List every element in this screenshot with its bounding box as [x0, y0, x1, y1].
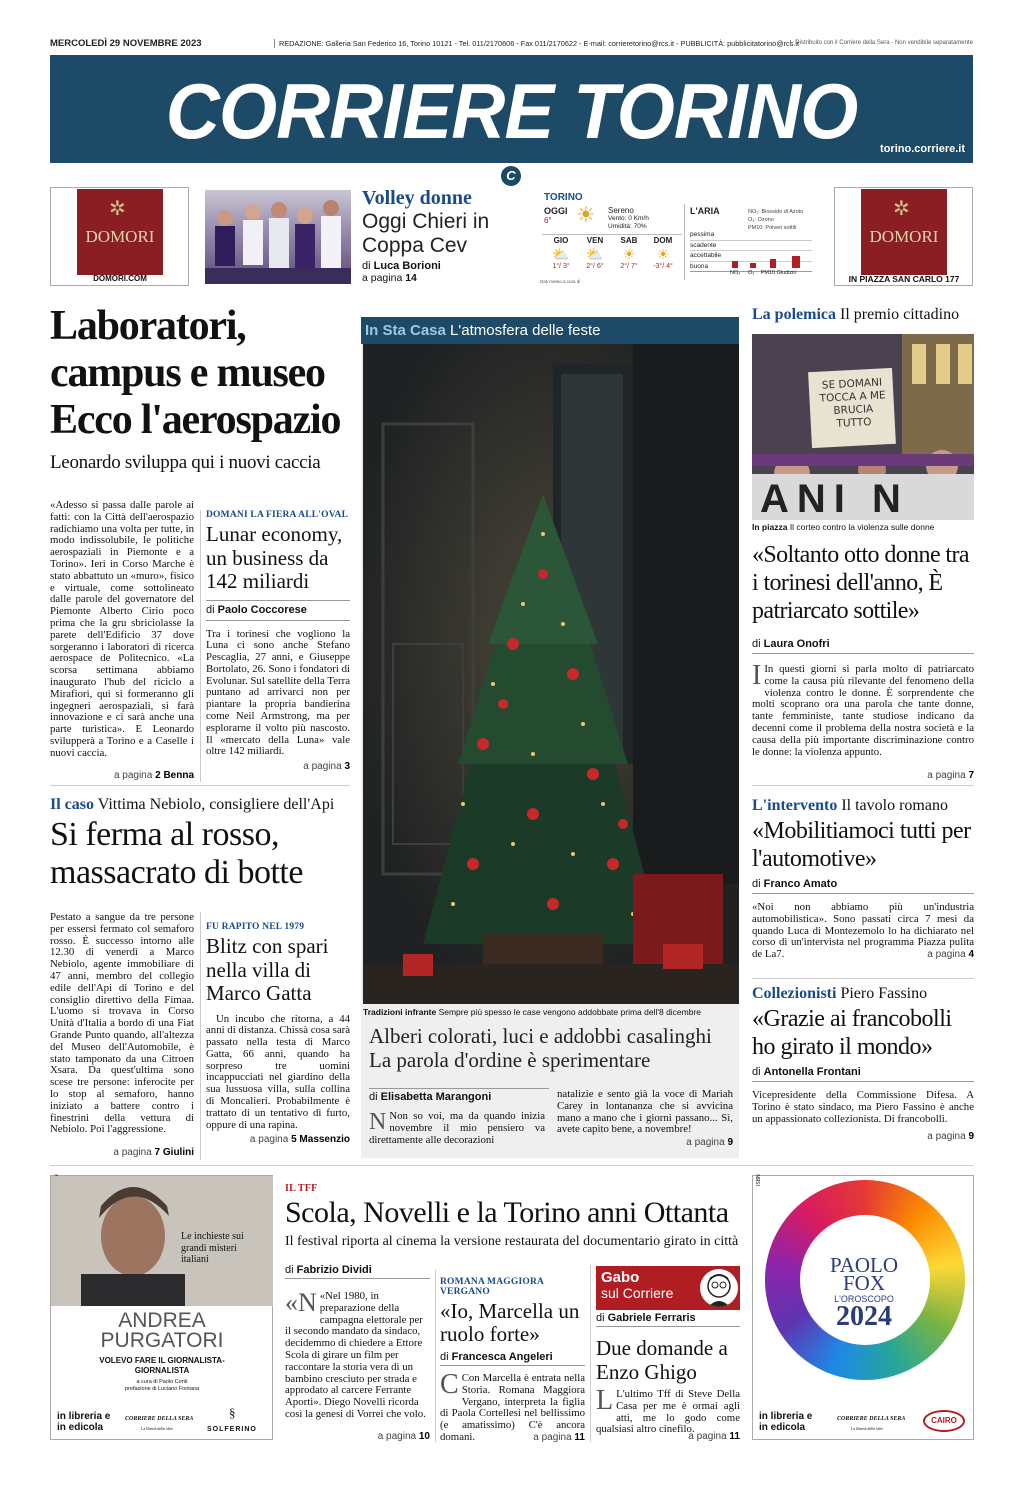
polemica-pageref: a pagina 7: [927, 770, 974, 781]
cloud-sun-icon: ⛅: [552, 246, 570, 262]
oroscopo-l4: 2024: [836, 1301, 892, 1332]
domori-right-sub: IN PIAZZA SAN CARLO 177: [848, 274, 960, 284]
stacasa-title: Alberi colorati, luci e addobbi casalinghi La parola d'ordine è sperimentare: [369, 1024, 712, 1072]
tff-kicker: IL TFF: [285, 1183, 318, 1194]
blitz-body: Un incubo che ritorna, a 44 anni di distanza. Chissà cosa sarà passato nella testa di Marco Gatta, 66 anni, quando ha sorpreso tre uomini incappucciati nel giardino della sua lussuosa villa, sulla collina di Moncalieri. Probabilmente è trattato di un tentativo di furto, oppure di una rapina.: [206, 1012, 350, 1131]
gabo-cartoon-icon: [700, 1269, 738, 1307]
lead-subtitle: Leonardo sviluppa qui i nuovi caccia: [50, 452, 321, 473]
tff-byline: di Fabrizio Dividi: [285, 1264, 430, 1279]
purgatori-cds-logo: CORRIERE DELLA SERA: [125, 1416, 194, 1422]
protest-sign-text: SE DOMANI TOCCA A ME BRUCIA TUTTO: [819, 376, 886, 430]
stacasa-pageref: a pagina 9: [686, 1137, 733, 1148]
volley-title: Oggi Chieri in Coppa Cev: [362, 210, 490, 257]
intervento-byline: di Franco Amato: [752, 878, 974, 894]
marcella-body: C Con Marcella è entrata nella Storia. Romana Maggiora Vergano, interpreta la figlia di Paola Cortellesi nel bellissimo (e amatissimo) C'è ancora domani.: [440, 1369, 585, 1443]
air-title: L'ARIA: [690, 206, 720, 216]
volley-photo: [205, 190, 351, 284]
polemica-title: «Soltanto otto donne tra i torinesi dell'anno, È patriarcato sottile»: [752, 542, 969, 624]
oroscopo-ad[interactable]: [752, 1175, 974, 1440]
tff-article[interactable]: [285, 1183, 740, 1250]
lunar-body: Tra i torinesi che vogliono la Luna ci sono anche Stefano Pescaglia, 27 anni, e Giuseppe Bortolato, 26. Sono i fondatori di Evolunar. Sul satellite della Terra puntano ad arrivarci non per piantare la propria bandierina come Neil Armstrong, ma per esplorarne il volto più nascosto. Il «mercato della Luna» vale oltre 142 miliardi.: [206, 627, 350, 758]
gabo-subtitle: sul Corriere: [601, 1285, 674, 1301]
purgatori-tagline: Le inchieste sui grandi misteri italiani: [181, 1231, 244, 1265]
lead-article[interactable]: [50, 303, 350, 474]
collezionisti-pageref: a pagina 9: [927, 1131, 974, 1143]
sun-icon: ☀: [656, 246, 670, 262]
gabo-title-article: Due domande a Enzo Ghigo: [596, 1336, 728, 1384]
caso-article[interactable]: [50, 796, 350, 892]
corriere-c-logo: C: [501, 166, 521, 186]
sun-icon: ☀: [622, 246, 636, 262]
oroscopo-cds-sub: La libertà delle idee: [851, 1426, 883, 1431]
oroscopo-l1: PAOLO: [829, 1253, 899, 1277]
lead-title: Laboratori, campus e museo Ecco l'aerospazio: [50, 303, 341, 443]
lunar-byline: di Paolo Coccorese: [206, 603, 307, 616]
intervento-kicker: L'intervento Il tavolo romano: [752, 797, 948, 814]
weather-city: TORINO: [544, 192, 583, 203]
purgatori-publisher: SOLFERINO: [207, 1426, 257, 1433]
blitz-pageref: a pagina 5 Massenzio: [249, 1134, 350, 1146]
weather-today: OGGI: [544, 206, 568, 216]
volley-author: Luca Borioni: [373, 260, 441, 272]
masthead-url[interactable]: torino.corriere.it: [880, 143, 965, 155]
collezionisti-kicker: Collezionisti Piero Fassino: [752, 985, 928, 1002]
domori-logo-icon: ✲: [893, 198, 910, 220]
weather-humidity: Umidità: 70%: [608, 223, 647, 230]
collezionisti-body: Vicepresidente della Commissione Difesa. A Torino è stato sindaco, ma Piero Fassino è anche un appassionato collezionista. Di francobolli.: [752, 1089, 974, 1125]
polemica-kicker: La polemica Il premio cittadino: [752, 306, 960, 323]
marcella-byline: di Francesca Angeleri: [440, 1351, 585, 1366]
lead-body: «Adesso si passa dalle parole ai fatti: con la Città dell'aerospazio radichiamo una volta per tutte, in modo indissolubile, le politiche aerospaziali in Piemonte e a Torino». Ieri in Corso Marche è stato abbattuto un «muro», fisico e virtuale, come sottolineato dalle parole del governatore del Piemonte Alberto Cirio poco prima che la gru sbriciolasse la parete dell'Edificio 37 dove sorgeranno i laboratori di ricerca aerospace de Politecnico. «La scorsa settimana abbiamo inaugurato l'hub del riciclo a Mirafiori, qui si formeranno gli ingegneri aerospaziali, si farà innovazione e ci sarà anche una parte turistica». E Leonardo svilupperà a Torino e a Caselle i nuovi caccia.: [50, 499, 194, 759]
collezionisti-article[interactable]: [752, 984, 974, 1142]
intervento-title: «Mobilitiamoci tutti per l'automotive»: [752, 818, 971, 872]
volley-teaser[interactable]: [362, 187, 527, 284]
protest-banner-text: ANI N: [760, 477, 909, 520]
oroscopo-tag: ISBN: [756, 1174, 762, 1186]
forecast-day-4: DOM ☀ -3°/ 4°: [646, 236, 680, 270]
purgatori-cds-sub: La libertà delle idee: [141, 1426, 173, 1431]
marcella-article[interactable]: [440, 1277, 585, 1443]
masthead-title: CORRIERE TORINO: [165, 67, 858, 155]
solferino-icon: §: [229, 1405, 236, 1420]
lunar-article[interactable]: [206, 510, 350, 772]
stacasa-byline: di Elisabetta Marangoni: [369, 1088, 549, 1103]
oroscopo-inlib: in libreria e in edicola: [759, 1411, 813, 1433]
polemica-article[interactable]: [752, 305, 974, 325]
weather-today-temp: 6°: [544, 216, 552, 225]
sun-icon: ☀: [576, 202, 596, 227]
tff-subtitle: Il festival riporta al cinema la versione restaurata del documentario girato in città: [285, 1234, 739, 1249]
polemica-byline: di Laura Onofri: [752, 638, 974, 654]
tff-pageref: a pagina 10: [377, 1431, 430, 1442]
blitz-title: Blitz con spari nella villa di Marco Gatta: [206, 934, 329, 1005]
air-legend: NO₂: Biossido di Azoto O₃: Ozono PM10: Polveri sottili: [748, 209, 804, 231]
volley-pageref: a pagina 14: [362, 272, 417, 284]
masthead: [50, 55, 973, 163]
purgatori-name2: PURGATORI: [100, 1329, 224, 1352]
stacasa-kicker: In Sta Casa L'atmosfera delle feste: [361, 317, 739, 344]
purgatori-cura: a cura di Paolo Conti: [136, 1379, 188, 1385]
lunar-kicker: DOMANI LA FIERA ALL'OVAL: [206, 510, 349, 520]
protest-photo: [752, 334, 974, 520]
marcella-kicker: ROMANA MAGGIORA VERGANO: [440, 1277, 544, 1297]
top-bar: [50, 38, 973, 52]
forecast-day-2: VEN ⛅ 2°/ 6°: [578, 236, 612, 270]
marcella-pageref: a pagina 11: [533, 1431, 585, 1443]
gabo-body: L L'ultimo Tff di Steve Della Casa per me è ormai agli atti, me lo godo come qualsiasi altro cinefilo.: [596, 1385, 740, 1436]
issue-date: MERCOLEDÌ 29 NOVEMBRE 2023: [50, 38, 202, 49]
intervento-article[interactable]: [752, 796, 974, 960]
collezionisti-byline: di Antonella Frontani: [752, 1066, 974, 1082]
purgatori-pref: prefazione di Luciano Fontana: [125, 1386, 199, 1392]
blitz-article[interactable]: [206, 922, 350, 1145]
gabo-title: Gabo: [601, 1269, 640, 1286]
domori-left-title: DOMORI: [85, 227, 155, 246]
stacasa-body-col1: N Non so voi, ma da quando inizia novembre il mio pensiero va direttamente alle decorazioni: [369, 1109, 545, 1146]
intervento-pageref: a pagina 4: [927, 948, 974, 960]
polemica-caption: In piazza Il corteo contro la violenza sulle donne: [752, 522, 935, 532]
oroscopo-l2: FOX: [842, 1271, 885, 1295]
blitz-kicker: FU RAPITO NEL 1979: [206, 922, 305, 932]
tff-body: «N «Nel 1980, in preparazione della campagna elettorale per il secondo mandato da sindaco, decidemmo di chiedere a Ettore Scola di girare un film per raccontare la storia vera di un bambino cresciuto per strada e approdato al carcere Ferrante Aporti». Diego Novelli ricorda così la genesi di Vorrei che volo.: [285, 1288, 426, 1420]
polemica-body: I In questi giorni si parla molto di patriarcato come la causa più rilevante del fenomeno della violenza contro le donne. È sorprendente che molti scoprano ora una parola che tante donne, tante femministe, tante studiose indicano da decenni come il problema della nostra società e la causa della più importante discriminazione contro le donne: la violenza appunto.: [752, 660, 974, 758]
marcella-title: «Io, Marcella un ruolo forte»: [440, 1299, 580, 1346]
domori-left-sub: DOMORI.COM: [93, 274, 147, 283]
intervento-body: «Noi non abbiamo più un'industria automobilistica». Sono passati circa 7 mesi da quando Luca di Montezemolo lo ha dichiarato nel corso di un'intervista nel programma Piazza pulita de La7.: [752, 901, 974, 961]
domori-logo-icon: ✲: [109, 198, 126, 220]
stacasa-body-col2: natalizie e sento già la voce di Mariah Carey in lontananza che si avvicina mano a mano che i giorni passano... Sì, avete capito bene, a novembre!: [557, 1088, 733, 1136]
gabo-byline: di Gabriele Ferraris: [596, 1312, 740, 1327]
tff-title: Scola, Novelli e la Torino anni Ottanta: [285, 1196, 729, 1229]
domori-ad-left[interactable]: [50, 187, 189, 286]
gabo-pageref: a pagina 11: [688, 1431, 740, 1442]
oroscopo-l3: L'OROSCOPO: [834, 1294, 894, 1304]
gabo-header: [596, 1266, 740, 1310]
volley-byline: di Luca Borioni: [362, 260, 441, 272]
domori-right-title: DOMORI: [869, 227, 939, 246]
lead-pageref: a pagina 2 Benna: [113, 770, 194, 781]
oroscopo-cds-logo: CORRIERE DELLA SERA: [837, 1416, 906, 1422]
weather-credit: Dati meteo a cura di: [540, 279, 581, 284]
stacasa-caption: Tradizioni infrante Sempre più spesso le case vengono addobbate prima dell'8 dicembre: [363, 1007, 702, 1017]
stacasa-box[interactable]: [361, 317, 739, 1158]
collezionisti-title: «Grazie ai francobolli ho girato il mondo»: [752, 1006, 952, 1060]
weather-box: [536, 190, 826, 286]
cloud-sun-icon: ⛅: [586, 246, 604, 262]
caso-body: Pestato a sangue da tre persone per essersi fermato col semaforo rosso. È successo intorno alle 12.30 di venerdì a Marco Nebiolo, agente immobiliare di 47 anni, membro del collegio edile dell'Api di Torino e del consiglio direttivo della Fimaa. L'uomo si trovava in Corso Unità d'Italia a bordo di una Fiat Grande Punto quando, all'altezza del Museo dell'Automobile, è stato tamponato da una Citroen Xsara. Da quest'ultima sono scese tre persone: inferocite per lo stop al semaforo, hanno iniziato a battere contro i finestrini della vettura di Nebiolo. Poi l'aggressione.: [50, 911, 194, 1136]
caso-pageref: a pagina 7 Giulini: [113, 1147, 194, 1158]
forecast-day-3: SAB ☀ 2°/ 7°: [612, 236, 646, 270]
weather-cond: Sereno: [608, 206, 634, 215]
purgatori-inlib: in libreria e in edicola: [57, 1411, 111, 1433]
weather-wind: Vento: 0 Km/h: [608, 215, 649, 222]
christmas-tree-photo: [363, 344, 739, 1004]
lunar-pageref: a pagina 3: [303, 761, 350, 773]
purgatori-ad[interactable]: [50, 1175, 273, 1440]
purgatori-name1: ANDREA: [118, 1309, 206, 1332]
distribution-note: Distribuito con il Corriere della Sera - Non vendibile separatamente: [790, 40, 973, 46]
caso-kicker: Il caso Vittima Nebiolo, consigliere dell'Api: [50, 796, 335, 813]
forecast-day-1: GIO ⛅ 1°/ 3°: [544, 236, 578, 270]
cairo-logo: CAIRO: [923, 1410, 965, 1432]
domori-ad-right[interactable]: [834, 187, 973, 286]
redazione-info: REDAZIONE: Galleria San Federico 16, Torino 10121 - Tel. 011/2170606 - Fax 011/2170622 - E-mail: corrieretorino@rcs.it - PUBBLICITÀ: pubblicitatorino@rcs.it: [274, 39, 799, 48]
air-levels: pessima scadente accettabile buona: [690, 230, 812, 272]
volley-kicker: Volley donne: [362, 187, 472, 209]
caso-title: Si ferma al rosso, massacrato di botte: [50, 816, 303, 891]
purgatori-sub: VOLEVO FARE IL GIORNALISTA-GIORNALISTA: [99, 1356, 225, 1375]
lunar-title: Lunar economy, un business da 142 miliardi: [206, 522, 343, 593]
air-bar-labels: NO₂ O₃ PM10 Giudizio: [730, 270, 797, 276]
